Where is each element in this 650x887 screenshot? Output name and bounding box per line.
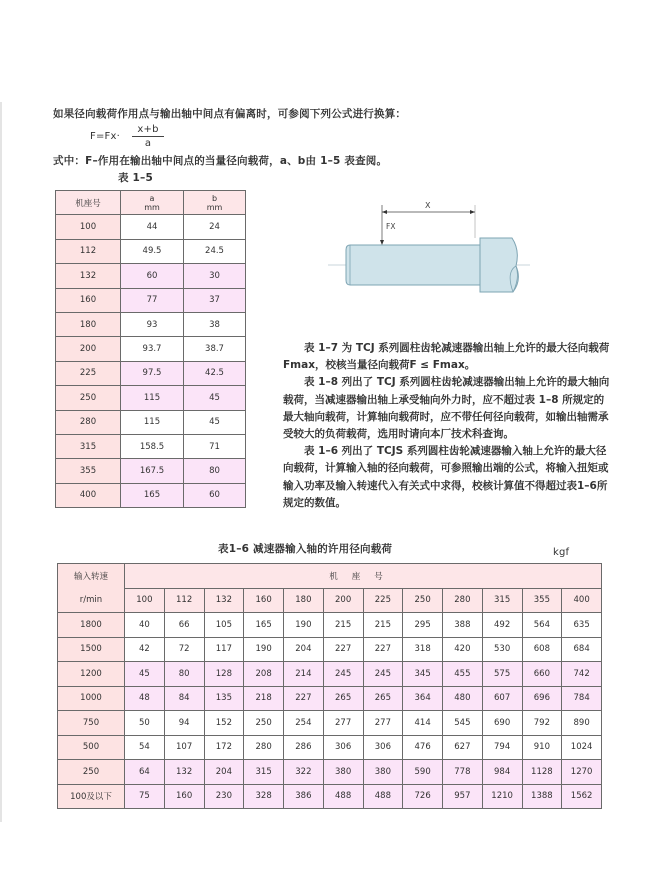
cell-load: 286 bbox=[284, 735, 324, 760]
cell-speed: 1000 bbox=[58, 686, 125, 711]
header-a-label: a bbox=[149, 193, 155, 203]
page-edge-rule bbox=[0, 102, 2, 822]
formula-lhs: F=Fx· bbox=[90, 131, 120, 142]
cell-frame: 180 bbox=[56, 312, 121, 336]
header-b bbox=[184, 191, 246, 215]
cell-load: 45 bbox=[125, 662, 165, 687]
cell-load: 690 bbox=[482, 711, 522, 736]
cell-b: 71 bbox=[184, 434, 246, 458]
cell-load: 128 bbox=[204, 662, 244, 687]
cell-load: 328 bbox=[244, 784, 284, 809]
cell-load: 218 bbox=[244, 686, 284, 711]
x-arrow-right bbox=[470, 210, 475, 214]
cell-a: 165 bbox=[121, 483, 184, 507]
cell-load: 84 bbox=[164, 686, 204, 711]
cell-load: 265 bbox=[323, 686, 363, 711]
header-frame-size: 225 bbox=[363, 588, 403, 613]
cell-frame: 355 bbox=[56, 459, 121, 483]
cell-load: 160 bbox=[164, 784, 204, 809]
cell-load: 230 bbox=[204, 784, 244, 809]
paragraph-table-1-7: 表 1–7 为 TCJ 系列圆柱齿轮减速器输出轴上允许的最大径向载荷Fmax，校核当量径向载荷F ≤ Fmax。 bbox=[283, 342, 610, 372]
intro-text: 如果径向载荷作用点与输出轴中间点有偏离时，可参阅下列公式进行换算： bbox=[53, 108, 407, 120]
cell-load: 778 bbox=[443, 760, 483, 785]
cell-load: 318 bbox=[403, 637, 443, 662]
cell-load: 250 bbox=[244, 711, 284, 736]
cell-load: 608 bbox=[522, 637, 562, 662]
table-1-6-unit: kgf bbox=[553, 547, 570, 558]
table-row bbox=[56, 361, 246, 385]
cell-load: 208 bbox=[244, 662, 284, 687]
cell-load: 54 bbox=[125, 735, 165, 760]
cell-load: 1388 bbox=[522, 784, 562, 809]
header-frame-size: 315 bbox=[482, 588, 522, 613]
table-row bbox=[56, 239, 246, 263]
cell-frame: 280 bbox=[56, 410, 121, 434]
header-frame-size: 280 bbox=[443, 588, 483, 613]
cell-b: 24 bbox=[184, 215, 246, 239]
table-row bbox=[56, 312, 246, 336]
paragraph-table-1-6: 表 1–6 列出了 TCJS 系列圆柱齿轮减速器输入轴上允许的最大径向载荷，计算输入轴的径向载荷，可参照输出端的公式，将输入扭矩或输入功率及输入转速代入有关式中求得，校核计算值不得超过表1–6所规定的数值。 bbox=[283, 445, 609, 509]
header-a bbox=[121, 191, 184, 215]
cell-load: 386 bbox=[284, 784, 324, 809]
header-frame-size: 250 bbox=[403, 588, 443, 613]
formula-fraction bbox=[132, 123, 164, 150]
cell-a: 115 bbox=[121, 410, 184, 434]
table-row bbox=[58, 613, 602, 638]
cell-load: 265 bbox=[363, 686, 403, 711]
table-subheader-row bbox=[58, 588, 602, 613]
cell-load: 94 bbox=[164, 711, 204, 736]
table-1-6-caption: 表1–6 减速器输入轴的许用径向载荷 bbox=[218, 543, 393, 555]
shaft-diagram bbox=[320, 180, 550, 310]
x-label: X bbox=[425, 201, 431, 210]
header-frame-size: 200 bbox=[323, 588, 363, 613]
cell-b: 30 bbox=[184, 264, 246, 288]
cell-load: 190 bbox=[244, 637, 284, 662]
cell-load: 380 bbox=[363, 760, 403, 785]
cell-b: 42.5 bbox=[184, 361, 246, 385]
cell-load: 792 bbox=[522, 711, 562, 736]
cell-load: 910 bbox=[522, 735, 562, 760]
table-row bbox=[56, 410, 246, 434]
cell-load: 660 bbox=[522, 662, 562, 687]
header-frame-size: 132 bbox=[204, 588, 244, 613]
cell-load: 726 bbox=[403, 784, 443, 809]
header-frame: 机座号 bbox=[56, 191, 121, 215]
table-1-5-caption: 表 1–5 bbox=[118, 172, 154, 184]
cell-load: 315 bbox=[244, 760, 284, 785]
cell-load: 794 bbox=[482, 735, 522, 760]
table-row bbox=[56, 337, 246, 361]
cell-load: 227 bbox=[363, 637, 403, 662]
cell-load: 64 bbox=[125, 760, 165, 785]
cell-load: 277 bbox=[363, 711, 403, 736]
table-1-5 bbox=[55, 190, 246, 508]
table-row bbox=[58, 784, 602, 809]
cell-load: 214 bbox=[284, 662, 324, 687]
cell-load: 50 bbox=[125, 711, 165, 736]
cell-load: 117 bbox=[204, 637, 244, 662]
header-frame-size: 160 bbox=[244, 588, 284, 613]
cell-b: 45 bbox=[184, 410, 246, 434]
table-1-6 bbox=[57, 563, 602, 809]
cell-load: 215 bbox=[323, 613, 363, 638]
cell-a: 44 bbox=[121, 215, 184, 239]
table-header-row bbox=[58, 564, 602, 589]
cell-load: 784 bbox=[562, 686, 602, 711]
cell-load: 152 bbox=[204, 711, 244, 736]
header-speed: 输入转速 bbox=[58, 564, 125, 589]
table-row bbox=[58, 735, 602, 760]
cell-b: 38 bbox=[184, 312, 246, 336]
cell-a: 60 bbox=[121, 264, 184, 288]
header-b-unit: mm bbox=[206, 202, 223, 212]
cell-frame: 160 bbox=[56, 288, 121, 312]
cell-frame: 112 bbox=[56, 239, 121, 263]
cell-load: 48 bbox=[125, 686, 165, 711]
table-row bbox=[58, 686, 602, 711]
fx-label: FX bbox=[386, 222, 396, 231]
cell-load: 277 bbox=[323, 711, 363, 736]
cell-load: 455 bbox=[443, 662, 483, 687]
cell-speed: 1800 bbox=[58, 613, 125, 638]
table-row bbox=[58, 760, 602, 785]
cell-a: 77 bbox=[121, 288, 184, 312]
cell-load: 380 bbox=[323, 760, 363, 785]
cell-load: 66 bbox=[164, 613, 204, 638]
cell-load: 388 bbox=[443, 613, 483, 638]
cell-a: 93 bbox=[121, 312, 184, 336]
cell-speed: 750 bbox=[58, 711, 125, 736]
cell-load: 105 bbox=[204, 613, 244, 638]
cell-load: 590 bbox=[403, 760, 443, 785]
cell-load: 488 bbox=[323, 784, 363, 809]
cell-load: 75 bbox=[125, 784, 165, 809]
formula-explanation: 式中：F–作用在输出轴中间点的当量径向载荷，a、b由 1–5 表查阅。 bbox=[53, 155, 388, 167]
cell-load: 227 bbox=[323, 637, 363, 662]
cell-speed: 500 bbox=[58, 735, 125, 760]
cell-load: 364 bbox=[403, 686, 443, 711]
cell-frame: 250 bbox=[56, 386, 121, 410]
cell-frame: 315 bbox=[56, 434, 121, 458]
table-row bbox=[58, 711, 602, 736]
cell-load: 245 bbox=[363, 662, 403, 687]
cell-a: 115 bbox=[121, 386, 184, 410]
cell-load: 190 bbox=[284, 613, 324, 638]
cell-load: 245 bbox=[323, 662, 363, 687]
cell-load: 984 bbox=[482, 760, 522, 785]
cell-load: 492 bbox=[482, 613, 522, 638]
cell-b: 24.5 bbox=[184, 239, 246, 263]
paragraph-table-1-8: 表 1–8 列出了 TCJ 系列圆柱齿轮减速器输出轴上允许的最大轴向载荷，当减速器输出轴上承受轴向外力时，应不超过表 1–8 所规定的最大轴向载荷，计算轴向载荷时，应不带任何径向载荷，如输出轴需承受较大的负荷载荷，选用时请向本厂技术科查询。 bbox=[283, 376, 610, 441]
table-row bbox=[56, 215, 246, 239]
cell-b: 45 bbox=[184, 386, 246, 410]
header-frame-size: 180 bbox=[284, 588, 324, 613]
cell-speed: 1200 bbox=[58, 662, 125, 687]
cell-b: 37 bbox=[184, 288, 246, 312]
cell-load: 306 bbox=[363, 735, 403, 760]
cell-load: 890 bbox=[562, 711, 602, 736]
cell-load: 957 bbox=[443, 784, 483, 809]
cell-frame: 200 bbox=[56, 337, 121, 361]
cell-a: 158.5 bbox=[121, 434, 184, 458]
cell-load: 204 bbox=[204, 760, 244, 785]
fx-arrowhead bbox=[380, 240, 384, 245]
cell-b: 80 bbox=[184, 459, 246, 483]
table-row bbox=[56, 386, 246, 410]
cell-speed: 1500 bbox=[58, 637, 125, 662]
cell-load: 476 bbox=[403, 735, 443, 760]
cell-load: 345 bbox=[403, 662, 443, 687]
cell-frame: 100 bbox=[56, 215, 121, 239]
cell-load: 132 bbox=[164, 760, 204, 785]
table-row bbox=[56, 264, 246, 288]
cell-a: 167.5 bbox=[121, 459, 184, 483]
cell-load: 1128 bbox=[522, 760, 562, 785]
cell-load: 420 bbox=[443, 637, 483, 662]
cell-load: 135 bbox=[204, 686, 244, 711]
cell-load: 204 bbox=[284, 637, 324, 662]
formula-denominator: a bbox=[144, 138, 152, 149]
cell-load: 1210 bbox=[482, 784, 522, 809]
table-row bbox=[56, 434, 246, 458]
cell-load: 742 bbox=[562, 662, 602, 687]
cell-load: 295 bbox=[403, 613, 443, 638]
shaft-body bbox=[346, 245, 480, 285]
cell-load: 1562 bbox=[562, 784, 602, 809]
shaft-shoulder bbox=[480, 238, 518, 292]
cell-frame: 132 bbox=[56, 264, 121, 288]
header-frame-size: 112 bbox=[164, 588, 204, 613]
cell-load: 575 bbox=[482, 662, 522, 687]
x-arrow-left bbox=[382, 210, 387, 214]
cell-load: 696 bbox=[522, 686, 562, 711]
cell-load: 607 bbox=[482, 686, 522, 711]
explanation-paragraphs bbox=[283, 340, 613, 512]
cell-load: 165 bbox=[244, 613, 284, 638]
cell-load: 1270 bbox=[562, 760, 602, 785]
cell-load: 530 bbox=[482, 637, 522, 662]
header-b-label: b bbox=[211, 193, 218, 203]
header-frame-size: 400 bbox=[562, 588, 602, 613]
table-row bbox=[58, 637, 602, 662]
cell-load: 488 bbox=[363, 784, 403, 809]
formula-numerator: x+b bbox=[132, 123, 164, 137]
table-header-row bbox=[56, 191, 246, 215]
table-row bbox=[56, 288, 246, 312]
cell-load: 1024 bbox=[562, 735, 602, 760]
cell-load: 72 bbox=[164, 637, 204, 662]
cell-speed: 250 bbox=[58, 760, 125, 785]
cell-load: 40 bbox=[125, 613, 165, 638]
cell-load: 107 bbox=[164, 735, 204, 760]
cell-frame: 400 bbox=[56, 483, 121, 507]
cell-load: 684 bbox=[562, 637, 602, 662]
header-a-unit: mm bbox=[144, 202, 160, 212]
cell-load: 172 bbox=[204, 735, 244, 760]
header-frame-group: 机座号 bbox=[125, 564, 602, 589]
cell-a: 97.5 bbox=[121, 361, 184, 385]
table-row bbox=[56, 483, 246, 507]
cell-load: 42 bbox=[125, 637, 165, 662]
header-frame-size: 355 bbox=[522, 588, 562, 613]
cell-load: 480 bbox=[443, 686, 483, 711]
table-row bbox=[58, 662, 602, 687]
header-speed-unit: r/min bbox=[58, 588, 125, 613]
cell-a: 93.7 bbox=[121, 337, 184, 361]
cell-load: 545 bbox=[443, 711, 483, 736]
cell-frame: 225 bbox=[56, 361, 121, 385]
cell-load: 254 bbox=[284, 711, 324, 736]
header-frame-size: 100 bbox=[125, 588, 165, 613]
cell-a: 49.5 bbox=[121, 239, 184, 263]
cell-load: 306 bbox=[323, 735, 363, 760]
cell-load: 564 bbox=[522, 613, 562, 638]
cell-load: 280 bbox=[244, 735, 284, 760]
table-row bbox=[56, 459, 246, 483]
cell-load: 80 bbox=[164, 662, 204, 687]
cell-load: 635 bbox=[562, 613, 602, 638]
cell-load: 322 bbox=[284, 760, 324, 785]
cell-load: 215 bbox=[363, 613, 403, 638]
cell-load: 627 bbox=[443, 735, 483, 760]
cell-speed: 100及以下 bbox=[58, 784, 125, 809]
cell-load: 227 bbox=[284, 686, 324, 711]
cell-b: 38.7 bbox=[184, 337, 246, 361]
cell-load: 414 bbox=[403, 711, 443, 736]
cell-b: 60 bbox=[184, 483, 246, 507]
